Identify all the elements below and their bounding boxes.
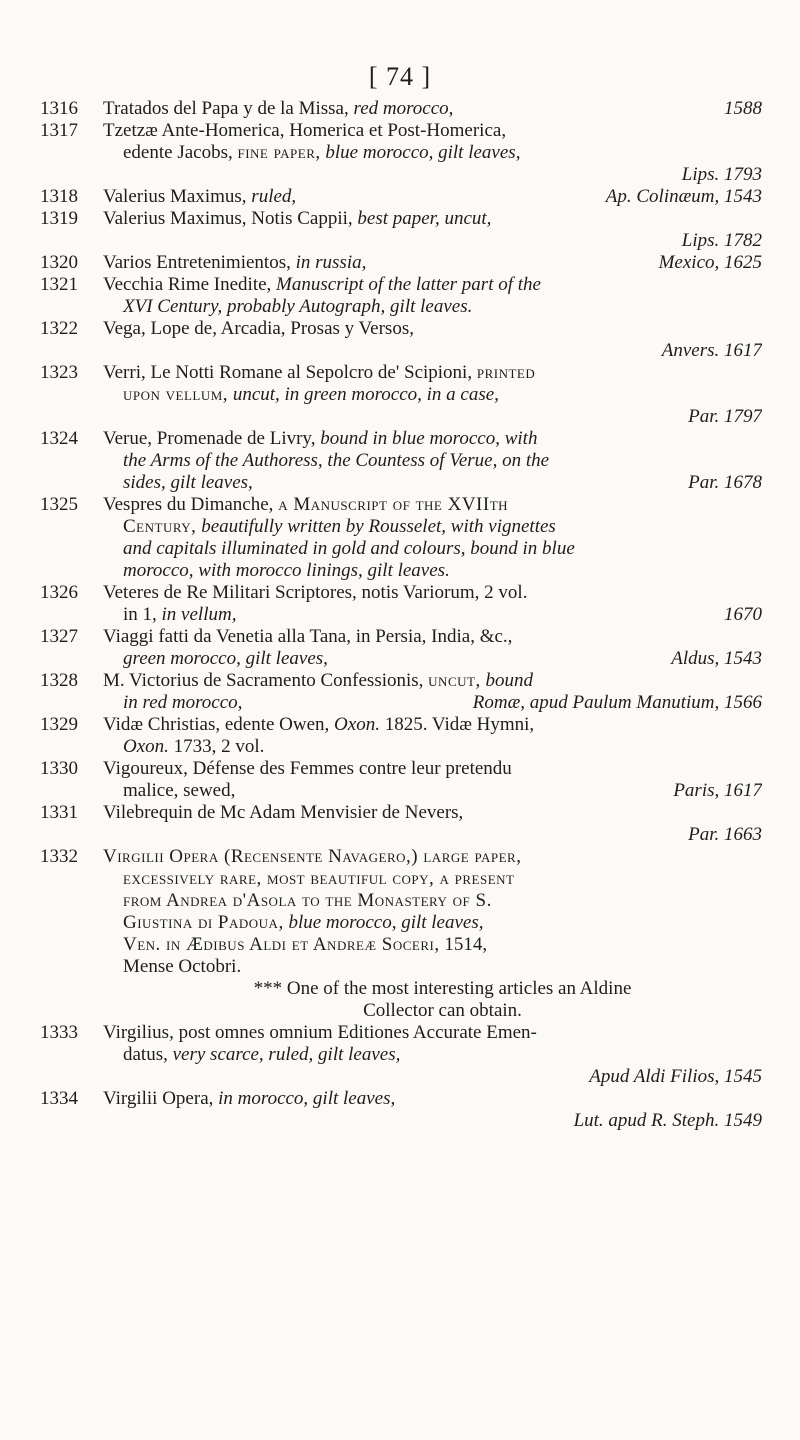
italic-text: best paper, uncut, xyxy=(357,208,492,229)
imprint: Par. 1663 xyxy=(688,824,762,845)
catalogue-entry xyxy=(40,274,762,318)
note-text: Collector can obtain. xyxy=(363,1000,522,1021)
catalogue-entries xyxy=(40,98,762,1132)
smallcaps-text: fine paper, xyxy=(237,142,321,163)
italic-text: ruled, xyxy=(251,186,297,207)
italic-text: bound in blue morocco, with xyxy=(320,428,538,449)
italic-text: and capitals illuminated in gold and colours, bound in blue xyxy=(123,538,575,559)
italic-text: the Arms of the Authoress, the Countess of Verue, on the xyxy=(123,450,550,471)
catalogue-entry xyxy=(40,802,762,846)
catalogue-entry xyxy=(40,626,762,670)
smallcaps-text: from Andrea d'Asola to the Monastery of S. xyxy=(123,890,492,911)
entry-line xyxy=(103,780,762,802)
entry-line xyxy=(103,362,762,384)
title-text: Verue, Promenade de Livry, xyxy=(103,428,321,449)
italic-text: uncut, in green morocco, in a case, xyxy=(228,384,499,405)
smallcaps-text: Ven. in Ædibus Aldi et Andreæ Soceri, xyxy=(123,934,440,955)
title-text: 1825. Vidæ Hymni, xyxy=(379,714,535,735)
title-text: Virgilius, post omnes omnium Editiones Accurate Emen- xyxy=(103,1022,537,1043)
lot-number: 1324 xyxy=(40,428,78,449)
entry-line xyxy=(103,428,762,450)
imprint: Aldus, 1543 xyxy=(671,648,762,669)
catalogue-entry xyxy=(40,208,762,252)
entry-line xyxy=(103,274,762,296)
imprint: 1588 xyxy=(724,98,762,119)
imprint: Apud Aldi Filios, 1545 xyxy=(589,1066,762,1087)
smallcaps-text: a Manuscript of the XVIIth xyxy=(278,494,509,515)
title-text: 1733, 2 vol. xyxy=(168,736,265,757)
entry-line xyxy=(103,758,762,780)
italic-text: Manuscript of the latter part of the xyxy=(276,274,541,295)
title-text: Veteres de Re Militari Scriptores, notis Variorum, 2 vol. xyxy=(103,582,528,603)
entry-line xyxy=(103,670,762,692)
italic-text: very scarce, ruled, gilt leaves, xyxy=(172,1044,401,1065)
title-text: in 1, xyxy=(123,604,162,625)
entry-line xyxy=(103,142,762,164)
entry-line xyxy=(103,296,762,318)
entry-line xyxy=(103,626,762,648)
catalogue-entry xyxy=(40,120,762,186)
entry-line xyxy=(103,318,762,340)
title-text: Viaggi fatti da Venetia alla Tana, in Persia, India, &c., xyxy=(103,626,513,647)
entry-line xyxy=(103,516,762,538)
entry-line xyxy=(103,1110,762,1132)
lot-number: 1316 xyxy=(40,98,78,119)
title-text: Mense Octobri. xyxy=(123,956,242,977)
entry-line xyxy=(103,120,762,142)
title-text: Vidæ Christias, edente Owen, xyxy=(103,714,335,735)
entry-line xyxy=(103,406,762,428)
entry-line xyxy=(103,736,762,758)
entry-line xyxy=(103,208,762,230)
lot-number: 1328 xyxy=(40,670,78,691)
imprint: Par. 1678 xyxy=(688,472,762,493)
entry-line xyxy=(103,252,762,274)
title-text: Vilebrequin de Mc Adam Menvisier de Nevers, xyxy=(103,802,464,823)
entry-line xyxy=(103,912,762,934)
catalogue-entry xyxy=(40,1022,762,1088)
title-text: Varios Entretenimientos, xyxy=(103,252,296,273)
title-text: Vigoureux, Défense des Femmes contre leur pretendu xyxy=(103,758,512,779)
italic-text: beautifully written by Rousselet, with vignettes xyxy=(196,516,556,537)
imprint: Ap. Colinæum, 1543 xyxy=(605,186,762,207)
lot-number: 1334 xyxy=(40,1088,78,1109)
lot-number: 1330 xyxy=(40,758,78,779)
entry-line xyxy=(103,1066,762,1088)
title-text: datus, xyxy=(123,1044,173,1065)
imprint: Lips. 1793 xyxy=(681,164,762,185)
smallcaps-text: uncut, xyxy=(428,670,481,691)
smallcaps-text: upon vellum, xyxy=(123,384,229,405)
entry-line xyxy=(103,98,762,120)
italic-text: in red morocco, xyxy=(123,692,243,713)
italic-text: in morocco, gilt leaves, xyxy=(218,1088,396,1109)
smallcaps-text: printed xyxy=(476,362,536,383)
title-text: Tzetzæ Ante-Homerica, Homerica et Post-Homerica, xyxy=(103,120,507,141)
italic-text: morocco, with morocco linings, gilt leaves. xyxy=(123,560,450,581)
entry-line xyxy=(103,340,762,362)
lot-number: 1327 xyxy=(40,626,78,647)
entry-line xyxy=(103,560,762,582)
catalogue-entry xyxy=(40,670,762,714)
catalogue-entry xyxy=(40,428,762,494)
lot-number: 1319 xyxy=(40,208,78,229)
imprint: Paris, 1617 xyxy=(673,780,762,801)
lot-number: 1329 xyxy=(40,714,78,735)
lot-number: 1325 xyxy=(40,494,78,515)
italic-text: in russia, xyxy=(295,252,367,273)
catalogue-entry xyxy=(40,494,762,582)
lot-number: 1321 xyxy=(40,274,78,295)
italic-text: red morocco, xyxy=(353,98,454,119)
title-text: edente Jacobs, xyxy=(123,142,238,163)
lot-number: 1317 xyxy=(40,120,78,141)
title-text: malice, sewed, xyxy=(123,780,236,801)
entry-line xyxy=(103,648,762,670)
lot-number: 1318 xyxy=(40,186,78,207)
catalogue-entry xyxy=(40,186,762,208)
lot-number: 1326 xyxy=(40,582,78,603)
italic-text: sides, gilt leaves, xyxy=(123,472,253,493)
catalogue-entry xyxy=(40,582,762,626)
italic-text: bound xyxy=(480,670,533,691)
lot-number: 1332 xyxy=(40,846,78,867)
title-text: M. Victorius de Sacramento Confessionis, xyxy=(103,670,429,691)
entry-line xyxy=(103,472,762,494)
title-text: 1514, xyxy=(439,934,488,955)
entry-line xyxy=(103,978,762,1000)
smallcaps-text: Century, xyxy=(123,516,197,537)
imprint: Lips. 1782 xyxy=(681,230,762,251)
imprint: Par. 1797 xyxy=(688,406,762,427)
catalogue-entry xyxy=(40,846,762,1022)
page-number: [ 74 ] xyxy=(368,62,432,91)
smallcaps-text: Virgilii Opera (Recensente Navagero,) large paper, xyxy=(103,846,522,867)
italic-text: Oxon. xyxy=(334,714,380,735)
entry-line xyxy=(103,956,762,978)
imprint: Mexico, 1625 xyxy=(658,252,762,273)
note-text: *** One of the most interesting articles an Aldine xyxy=(253,978,632,999)
imprint: 1670 xyxy=(724,604,762,625)
entry-line xyxy=(103,494,762,516)
entry-line xyxy=(103,890,762,912)
entry-line xyxy=(103,714,762,736)
imprint: Lut. apud R. Steph. 1549 xyxy=(573,1110,762,1131)
title-text: Vecchia Rime Inedite, xyxy=(103,274,277,295)
title-text: Valerius Maximus, xyxy=(103,186,252,207)
italic-text: XVI Century, probably Autograph, gilt leaves. xyxy=(123,296,473,317)
catalogue-entry xyxy=(40,362,762,428)
entry-line xyxy=(103,868,762,890)
italic-text: blue morocco, gilt leaves, xyxy=(320,142,521,163)
entry-line xyxy=(103,582,762,604)
entry-line xyxy=(103,604,762,626)
catalogue-entry xyxy=(40,98,762,120)
smallcaps-text: Giustina di Padoua, xyxy=(123,912,284,933)
entry-line xyxy=(103,164,762,186)
lot-number: 1320 xyxy=(40,252,78,273)
italic-text: green morocco, gilt leaves, xyxy=(123,648,328,669)
catalogue-entry xyxy=(40,758,762,802)
entry-line xyxy=(103,824,762,846)
entry-line xyxy=(103,846,762,868)
entry-line xyxy=(103,1022,762,1044)
catalogue-entry xyxy=(40,318,762,362)
title-text: Tratados del Papa y de la Missa, xyxy=(103,98,354,119)
title-text: Vespres du Dimanche, xyxy=(103,494,279,515)
lot-number: 1331 xyxy=(40,802,78,823)
entry-line xyxy=(103,934,762,956)
title-text: Valerius Maximus, Notis Cappii, xyxy=(103,208,358,229)
title-text: Vega, Lope de, Arcadia, Prosas y Versos, xyxy=(103,318,414,339)
smallcaps-text: excessively rare, most beautiful copy, a present xyxy=(123,868,515,889)
italic-text: in vellum, xyxy=(161,604,237,625)
imprint: Anvers. 1617 xyxy=(661,340,762,361)
catalogue-entry xyxy=(40,252,762,274)
entry-line xyxy=(103,1044,762,1066)
entry-line xyxy=(103,538,762,560)
entry-line xyxy=(103,1000,762,1022)
italic-text: blue morocco, gilt leaves, xyxy=(283,912,484,933)
entry-line xyxy=(103,1088,762,1110)
entry-line xyxy=(103,186,762,208)
entry-line xyxy=(103,802,762,824)
catalogue-entry xyxy=(40,1088,762,1132)
entry-line xyxy=(103,230,762,252)
entry-line xyxy=(103,384,762,406)
entry-line xyxy=(103,450,762,472)
title-text: Virgilii Opera, xyxy=(103,1088,219,1109)
entry-line xyxy=(103,692,762,714)
lot-number: 1333 xyxy=(40,1022,78,1043)
italic-text: Oxon. xyxy=(123,736,169,757)
lot-number: 1322 xyxy=(40,318,78,339)
catalogue-entry xyxy=(40,714,762,758)
title-text: Verri, Le Notti Romane al Sepolcro de' Scipioni, xyxy=(103,362,477,383)
lot-number: 1323 xyxy=(40,362,78,383)
imprint: Romæ, apud Paulum Manutium, 1566 xyxy=(472,692,762,713)
